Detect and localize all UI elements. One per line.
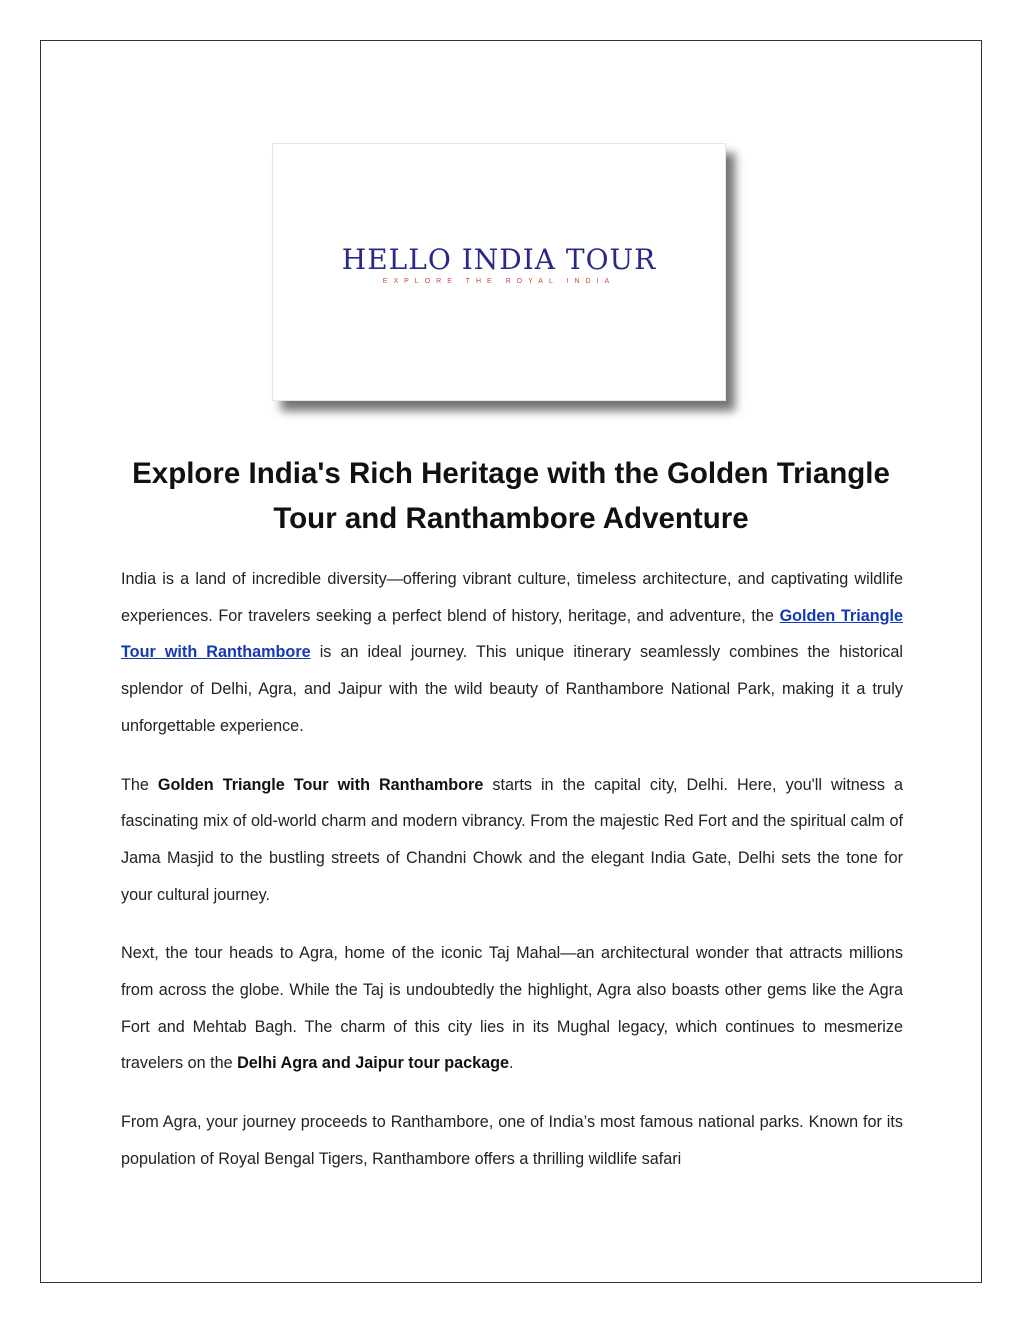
paragraph-intro	[121, 561, 903, 745]
paragraph-delhi-text-end: starts in the capital city, Delhi. Here, you'll witness a fascinating mix of old-world charm and modern vibrancy. From the majestic Red Fort and the spiritual calm of Jama Masjid to the bustling streets of Chandni Chowk and the elegant India Gate, Delhi sets the tone for your cultural journey.	[121, 775, 903, 904]
document-page	[40, 40, 982, 1283]
paragraph-agra	[121, 935, 903, 1082]
paragraph-agra-text-end: .	[509, 1054, 514, 1073]
tour-package-bold: Delhi Agra and Jaipur tour package	[237, 1054, 510, 1073]
logo-tagline: EXPLORE THE ROYAL INDIA	[382, 278, 616, 285]
paragraph-intro-text-start: India is a land of incredible diversity—offering vibrant culture, timeless architecture, and captivating wildlife experiences. For travelers seeking a perfect blend of history, heritage, and adventure, the	[121, 570, 903, 625]
paragraph-agra-text-start: Next, the tour heads to Agra, home of the iconic Taj Mahal—an architectural wonder that attracts millions from across the globe. While the Taj is undoubtedly the highlight, Agra also boasts other gems like the Agra Fort and Mehtab Bagh. The charm of this city lies in its Mughal legacy, which continues to mesmerize travelers on the	[121, 944, 903, 1073]
page-title: Explore India's Rich Heritage with the Golden Triangle Tour and Ranthambore Adventure	[132, 457, 890, 535]
logo-card	[272, 143, 726, 401]
paragraph-delhi-text-start: The	[121, 775, 158, 794]
logo-wordmark: HELLO INDIA TOUR	[341, 243, 657, 276]
paragraph-delhi	[121, 767, 903, 914]
paragraph-ranthambore: From Agra, your journey proceeds to Ranthambore, one of India’s most famous national parks. Known for its population of Royal Bengal Tigers, Ranthambore offers a thrilling wildlife safari	[121, 1113, 903, 1168]
golden-triangle-ranthambore-link[interactable]: Golden Triangle Tour with Ranthambore	[121, 606, 904, 662]
article-body	[121, 561, 903, 1200]
tour-name-bold: Golden Triangle Tour with Ranthambore	[157, 775, 484, 794]
paragraph-intro-text-end: is an ideal journey. This unique itinerary seamlessly combines the historical splendor of Delhi, Agra, and Jaipur with the wild beauty of Ranthambore National Park, making it a truly unforgettable experience.	[121, 643, 903, 735]
